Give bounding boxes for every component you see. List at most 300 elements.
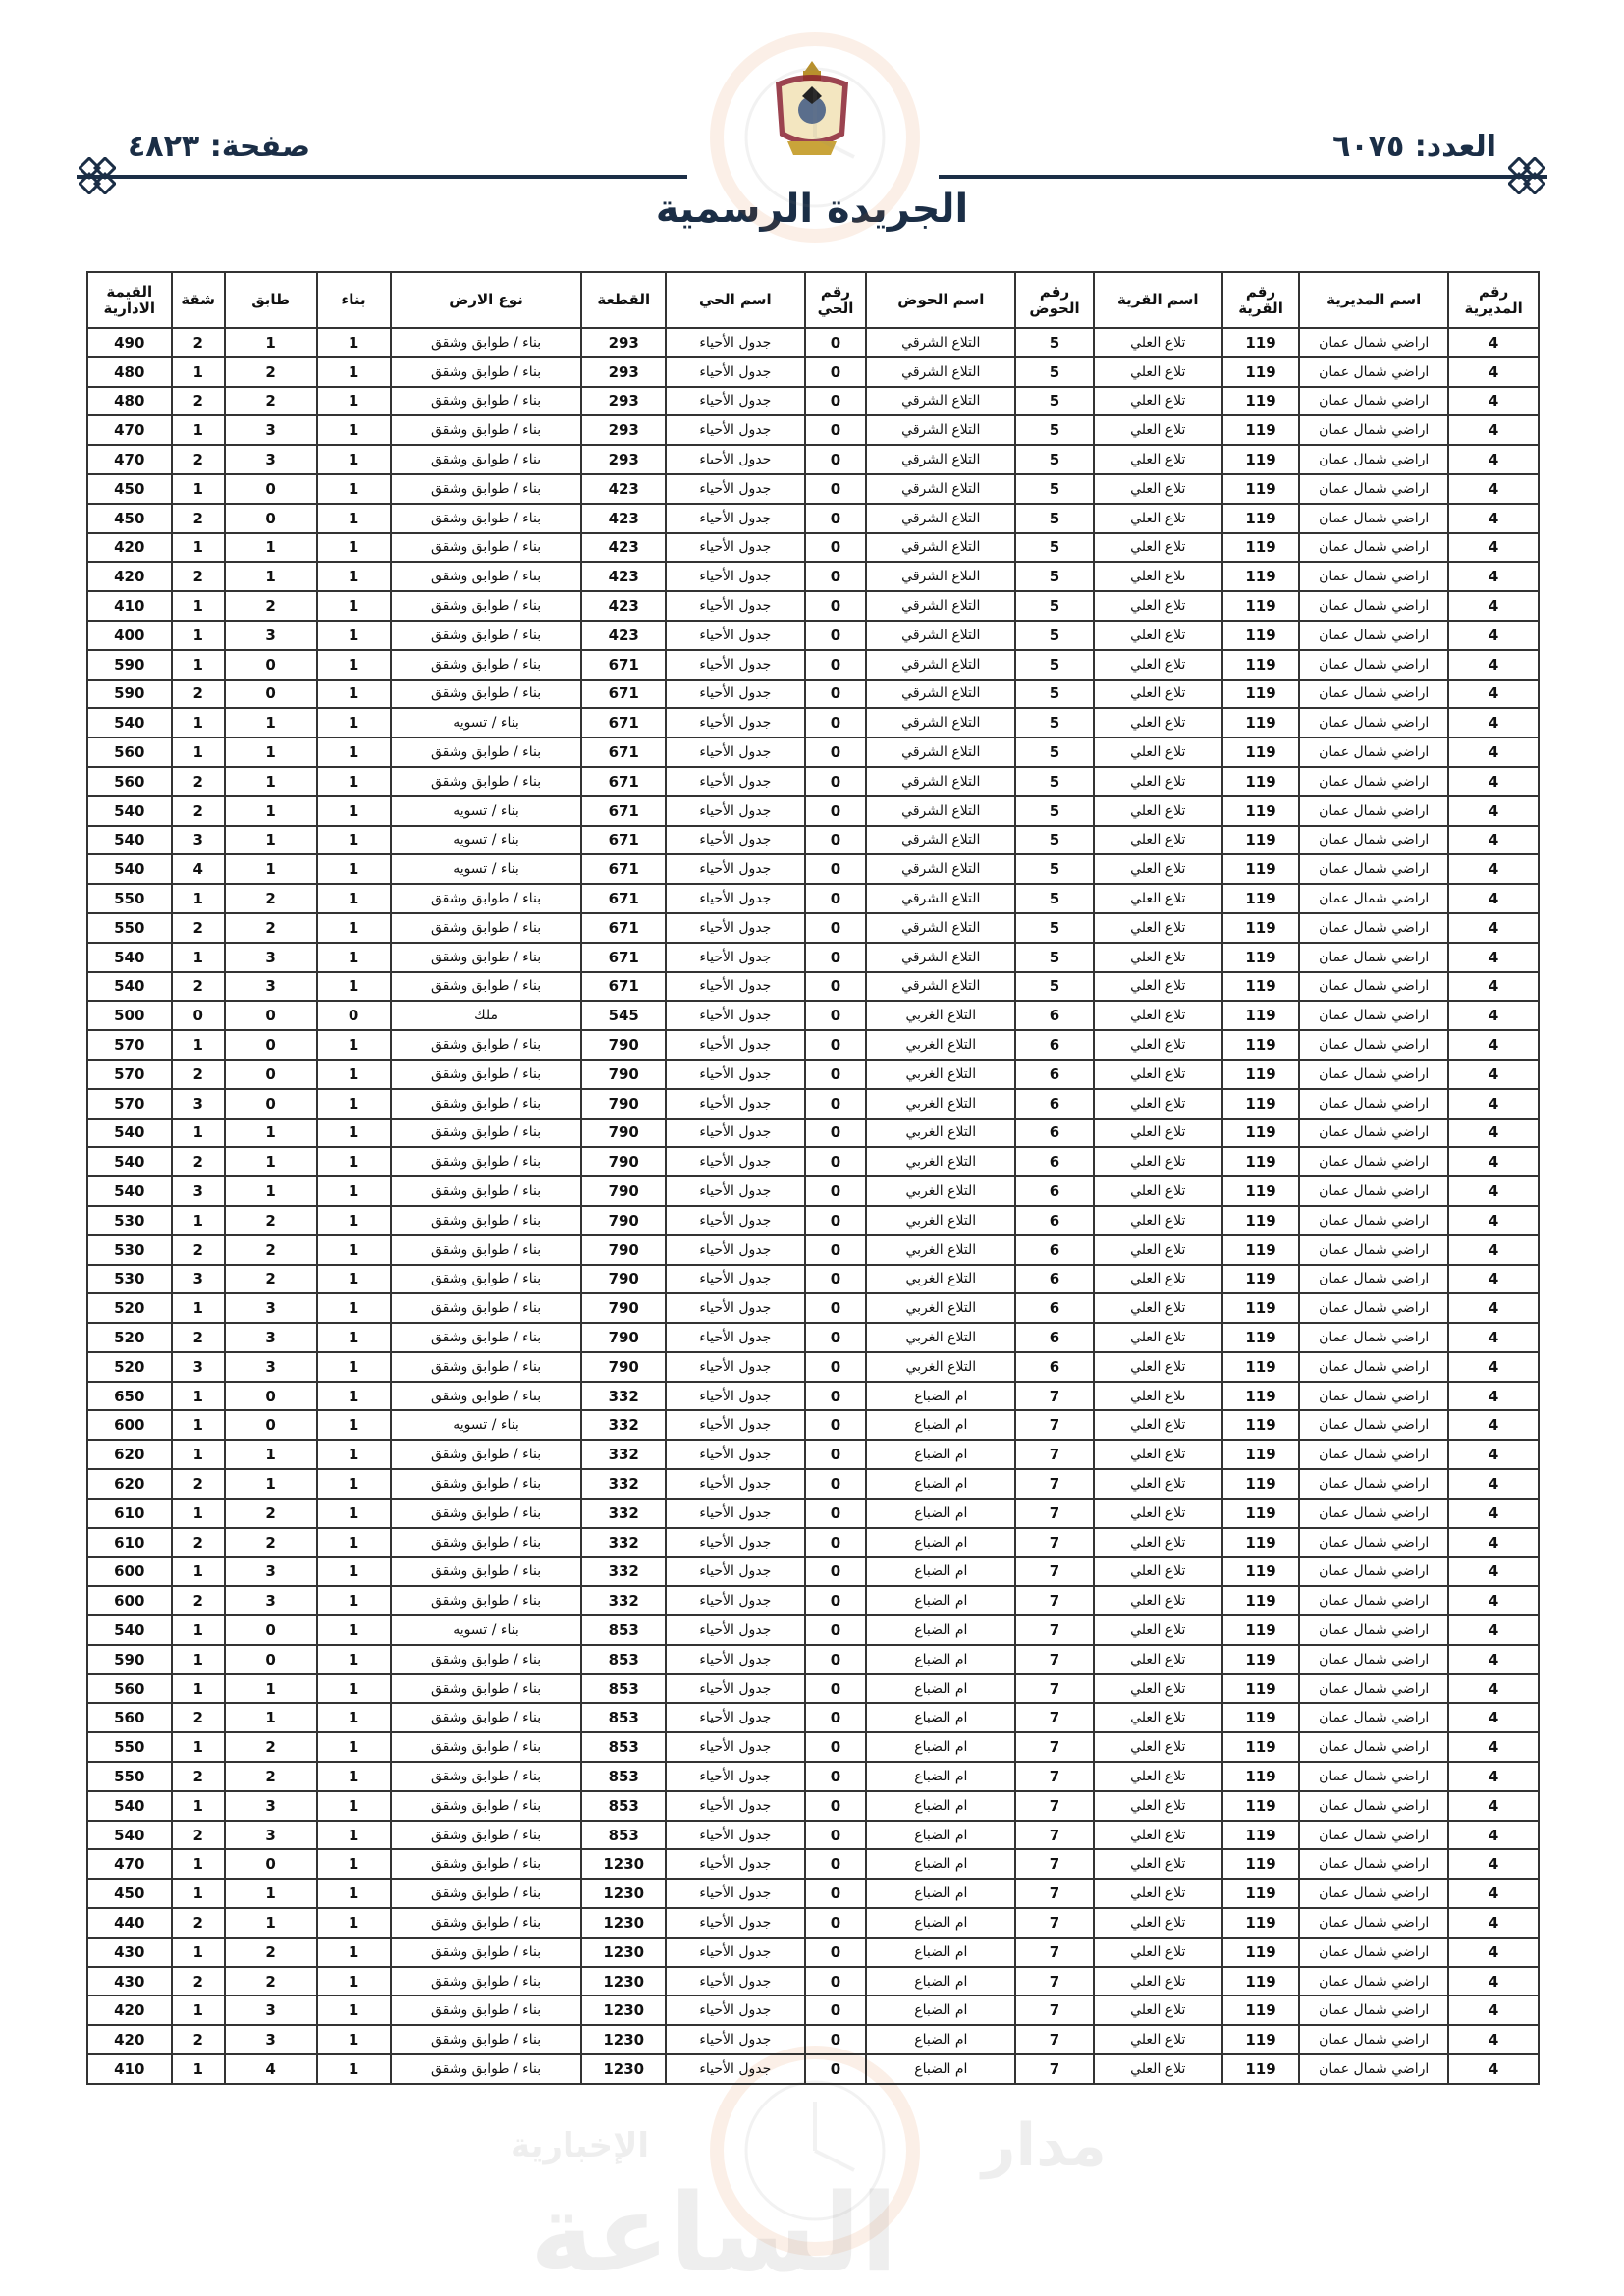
table-cell: جدول الأحياء [666, 1410, 805, 1440]
table-cell: بناء / طوابق وشقق [391, 680, 582, 709]
table-cell: اراضي شمال عمان [1299, 1499, 1448, 1528]
table-cell: 790 [581, 1265, 665, 1294]
table-cell: 1 [225, 796, 317, 826]
table-cell: 570 [87, 1030, 172, 1060]
table-cell: بناء / طوابق وشقق [391, 621, 582, 650]
table-row [87, 1499, 1539, 1528]
table-cell: 1230 [581, 1849, 665, 1879]
table-cell: 4 [1448, 504, 1539, 533]
table-cell: 2 [225, 591, 317, 621]
table-cell: 1 [317, 562, 391, 591]
table-cell: 1 [317, 913, 391, 943]
table-cell: 1 [317, 943, 391, 972]
table-cell: 1 [225, 1674, 317, 1704]
table-cell: 0 [805, 2054, 867, 2084]
table-cell: 1 [317, 415, 391, 445]
table-cell: 4 [1448, 943, 1539, 972]
table-cell: 4 [1448, 1586, 1539, 1615]
table-cell: تلاع العلي [1094, 972, 1222, 1002]
table-cell: 119 [1222, 767, 1299, 796]
table-cell: 1 [317, 1147, 391, 1176]
table-cell: 2 [225, 1206, 317, 1235]
table-cell: 4 [1448, 621, 1539, 650]
table-cell: 545 [581, 1001, 665, 1030]
table-cell: تلاع العلي [1094, 767, 1222, 796]
table-cell: 119 [1222, 650, 1299, 680]
table-cell: تلاع العلي [1094, 1586, 1222, 1615]
table-row [87, 738, 1539, 767]
table-cell: 119 [1222, 1762, 1299, 1791]
table-cell: 470 [87, 445, 172, 474]
table-row [87, 854, 1539, 884]
table-cell: اراضي شمال عمان [1299, 1703, 1448, 1732]
table-cell: 1 [317, 1615, 391, 1645]
table-cell: 1 [317, 1119, 391, 1148]
table-cell: 3 [225, 1791, 317, 1821]
table-cell: التلاع الشرقي [866, 562, 1015, 591]
table-cell: 620 [87, 1469, 172, 1499]
table-cell: 1 [317, 1528, 391, 1558]
table-cell: بناء / طوابق وشقق [391, 1849, 582, 1879]
table-cell: 671 [581, 738, 665, 767]
table-cell: 2 [172, 328, 225, 357]
table-cell: 1 [317, 1469, 391, 1499]
table-cell: 7 [1015, 1586, 1093, 1615]
table-cell: اراضي شمال عمان [1299, 1060, 1448, 1089]
table-cell: ام الضباع [866, 1557, 1015, 1586]
table-cell: 4 [172, 854, 225, 884]
table-cell: 4 [1448, 1557, 1539, 1586]
table-cell: اراضي شمال عمان [1299, 533, 1448, 563]
table-cell: جدول الأحياء [666, 1089, 805, 1119]
table-cell: 7 [1015, 1499, 1093, 1528]
table-cell: 0 [225, 1001, 317, 1030]
table-row [87, 1703, 1539, 1732]
table-cell: جدول الأحياء [666, 1060, 805, 1089]
table-cell: تلاع العلي [1094, 1908, 1222, 1938]
table-cell: التلاع الشرقي [866, 387, 1015, 416]
table-cell: 1 [172, 1732, 225, 1762]
table-cell: تلاع العلي [1094, 913, 1222, 943]
table-cell: 1 [172, 1674, 225, 1704]
table-cell: اراضي شمال عمان [1299, 1352, 1448, 1382]
table-cell: 2 [172, 1821, 225, 1850]
table-cell: تلاع العلي [1094, 1732, 1222, 1762]
table-row [87, 767, 1539, 796]
table-cell: 119 [1222, 504, 1299, 533]
table-cell: 4 [1448, 1967, 1539, 1996]
table-cell: 5 [1015, 591, 1093, 621]
table-cell: التلاع الشرقي [866, 504, 1015, 533]
table-cell: ام الضباع [866, 1528, 1015, 1558]
table-cell: 0 [805, 1001, 867, 1030]
table-cell: 0 [805, 1995, 867, 2025]
table-cell: 1 [317, 708, 391, 738]
table-cell: 1 [225, 562, 317, 591]
table-cell: 1 [317, 1206, 391, 1235]
table-cell: 119 [1222, 972, 1299, 1002]
table-cell: 0 [225, 1849, 317, 1879]
table-cell: 119 [1222, 621, 1299, 650]
table-cell: 0 [225, 1615, 317, 1645]
table-cell: 853 [581, 1791, 665, 1821]
table-cell: جدول الأحياء [666, 357, 805, 387]
table-cell: 423 [581, 504, 665, 533]
table-cell: ام الضباع [866, 1821, 1015, 1850]
table-cell: 0 [805, 826, 867, 855]
table-cell: بناء / طوابق وشقق [391, 1967, 582, 1996]
table-cell: 119 [1222, 1382, 1299, 1411]
column-header: رقم الحوض [1015, 272, 1093, 328]
table-cell: 2 [172, 504, 225, 533]
table-cell: ام الضباع [866, 1908, 1015, 1938]
table-cell: جدول الأحياء [666, 1615, 805, 1645]
table-cell: 119 [1222, 1995, 1299, 2025]
table-cell: جدول الأحياء [666, 1674, 805, 1704]
table-cell: ام الضباع [866, 1762, 1015, 1791]
table-cell: 790 [581, 1206, 665, 1235]
table-cell: 6 [1015, 1352, 1093, 1382]
table-cell: 1 [225, 767, 317, 796]
table-cell: 0 [317, 1001, 391, 1030]
table-cell: 4 [1448, 1995, 1539, 2025]
table-cell: 5 [1015, 474, 1093, 504]
table-row [87, 972, 1539, 1002]
table-cell: 5 [1015, 504, 1093, 533]
table-cell: 1 [172, 1410, 225, 1440]
table-row [87, 1849, 1539, 1879]
table-cell: تلاع العلي [1094, 1645, 1222, 1674]
table-cell: 671 [581, 767, 665, 796]
table-cell: بناء / طوابق وشقق [391, 1995, 582, 2025]
table-cell: 119 [1222, 1293, 1299, 1323]
table-cell: 7 [1015, 1615, 1093, 1645]
column-header: القطعة [581, 272, 665, 328]
table-cell: 0 [805, 357, 867, 387]
table-cell: ام الضباع [866, 1879, 1015, 1908]
table-cell: 4 [1448, 591, 1539, 621]
table-cell: 671 [581, 884, 665, 913]
table-cell: 1 [172, 1995, 225, 2025]
table-cell: 853 [581, 1703, 665, 1732]
table-cell: 480 [87, 387, 172, 416]
table-cell: 119 [1222, 1265, 1299, 1294]
table-cell: 1 [317, 1499, 391, 1528]
table-cell: ملك [391, 1001, 582, 1030]
table-header-row [87, 272, 1539, 328]
table-cell: 1 [172, 884, 225, 913]
table-cell: جدول الأحياء [666, 1645, 805, 1674]
table-cell: 1 [172, 357, 225, 387]
table-cell: 530 [87, 1265, 172, 1294]
table-cell: ام الضباع [866, 2025, 1015, 2054]
table-cell: 0 [805, 1089, 867, 1119]
table-cell: 0 [225, 1060, 317, 1089]
table-cell: اراضي شمال عمان [1299, 1323, 1448, 1352]
table-cell: اراضي شمال عمان [1299, 1938, 1448, 1967]
table-cell: تلاع العلي [1094, 680, 1222, 709]
table-cell: اراضي شمال عمان [1299, 591, 1448, 621]
table-cell: التلاع الغربي [866, 1323, 1015, 1352]
table-cell: 1 [317, 474, 391, 504]
table-cell: جدول الأحياء [666, 1382, 805, 1411]
table-cell: اراضي شمال عمان [1299, 1147, 1448, 1176]
table-cell: ام الضباع [866, 1849, 1015, 1879]
table-cell: 1 [317, 1089, 391, 1119]
table-cell: 1230 [581, 2054, 665, 2084]
table-cell: 7 [1015, 1849, 1093, 1879]
table-cell: 540 [87, 943, 172, 972]
table-cell: تلاع العلي [1094, 504, 1222, 533]
table-cell: 1 [317, 621, 391, 650]
table-cell: تلاع العلي [1094, 1528, 1222, 1558]
table-cell: 7 [1015, 1645, 1093, 1674]
table-cell: 0 [805, 328, 867, 357]
table-cell: 293 [581, 357, 665, 387]
table-cell: 1 [317, 1557, 391, 1586]
table-cell: 0 [805, 1528, 867, 1558]
table-cell: 3 [225, 972, 317, 1002]
table-cell: 4 [1448, 1060, 1539, 1089]
table-cell: 119 [1222, 387, 1299, 416]
table-cell: 119 [1222, 1001, 1299, 1030]
table-cell: 790 [581, 1235, 665, 1265]
table-cell: بناء / طوابق وشقق [391, 972, 582, 1002]
table-cell: ام الضباع [866, 2054, 1015, 2084]
table-cell: ام الضباع [866, 1703, 1015, 1732]
table-cell: 2 [225, 1265, 317, 1294]
table-cell: 119 [1222, 1821, 1299, 1850]
table-cell: ام الضباع [866, 1382, 1015, 1411]
table-cell: 7 [1015, 1791, 1093, 1821]
table-cell: 4 [1448, 1206, 1539, 1235]
table-cell: 0 [805, 1119, 867, 1148]
table-cell: التلاع الشرقي [866, 591, 1015, 621]
table-cell: 119 [1222, 2025, 1299, 2054]
table-cell: 0 [805, 1674, 867, 1704]
table-cell: تلاع العلي [1094, 1410, 1222, 1440]
table-row [87, 1001, 1539, 1030]
table-cell: 4 [1448, 826, 1539, 855]
table-row [87, 1645, 1539, 1674]
table-row [87, 2025, 1539, 2054]
table-cell: جدول الأحياء [666, 1469, 805, 1499]
table-cell: 7 [1015, 1879, 1093, 1908]
table-row [87, 1908, 1539, 1938]
table-cell: 3 [172, 1265, 225, 1294]
table-cell: 1 [317, 1967, 391, 1996]
table-cell: جدول الأحياء [666, 1849, 805, 1879]
table-cell: تلاع العلي [1094, 1323, 1222, 1352]
table-cell: 119 [1222, 1703, 1299, 1732]
table-cell: 0 [805, 2025, 867, 2054]
table-cell: بناء / طوابق وشقق [391, 1938, 582, 1967]
table-cell: 790 [581, 1147, 665, 1176]
table-cell: اراضي شمال عمان [1299, 1265, 1448, 1294]
table-cell: 5 [1015, 826, 1093, 855]
table-cell: 450 [87, 474, 172, 504]
table-cell: 5 [1015, 884, 1093, 913]
table-cell: جدول الأحياء [666, 474, 805, 504]
table-row [87, 2054, 1539, 2084]
table-cell: 6 [1015, 1293, 1093, 1323]
table-cell: 5 [1015, 562, 1093, 591]
table-cell: 600 [87, 1586, 172, 1615]
table-cell: تلاع العلي [1094, 796, 1222, 826]
table-cell: 1 [172, 1119, 225, 1148]
table-cell: ام الضباع [866, 1499, 1015, 1528]
table-cell: جدول الأحياء [666, 387, 805, 416]
table-cell: التلاع الشرقي [866, 328, 1015, 357]
table-cell: التلاع الشرقي [866, 796, 1015, 826]
table-cell: 600 [87, 1410, 172, 1440]
table-cell: 0 [225, 680, 317, 709]
table-cell: 2 [225, 884, 317, 913]
table-cell: بناء / طوابق وشقق [391, 1235, 582, 1265]
table-cell: 853 [581, 1615, 665, 1645]
table-cell: تلاع العلي [1094, 650, 1222, 680]
table-cell: 0 [225, 504, 317, 533]
table-cell: 6 [1015, 1119, 1093, 1148]
table-cell: 1 [172, 1382, 225, 1411]
table-cell: 119 [1222, 474, 1299, 504]
table-row [87, 1235, 1539, 1265]
table-cell: 5 [1015, 708, 1093, 738]
table-cell: جدول الأحياء [666, 1030, 805, 1060]
column-header: رقم الحي [805, 272, 867, 328]
table-cell: 0 [805, 1762, 867, 1791]
table-cell: 2 [172, 1060, 225, 1089]
valuation-table-container [86, 271, 1540, 2085]
table-cell: 540 [87, 1119, 172, 1148]
table-cell: 0 [805, 591, 867, 621]
table-cell: 0 [805, 1879, 867, 1908]
table-cell: 1230 [581, 1995, 665, 2025]
table-row [87, 1528, 1539, 1558]
table-cell: 4 [1448, 533, 1539, 563]
table-cell: 550 [87, 1762, 172, 1791]
table-row [87, 708, 1539, 738]
table-cell: 119 [1222, 328, 1299, 357]
table-cell: اراضي شمال عمان [1299, 738, 1448, 767]
table-cell: 520 [87, 1323, 172, 1352]
table-cell: اراضي شمال عمان [1299, 504, 1448, 533]
table-cell: 1 [172, 533, 225, 563]
table-cell: 1 [172, 591, 225, 621]
table-cell: 119 [1222, 913, 1299, 943]
table-cell: 1 [317, 328, 391, 357]
table-cell: 480 [87, 357, 172, 387]
table-cell: تلاع العلي [1094, 621, 1222, 650]
table-cell: تلاع العلي [1094, 1791, 1222, 1821]
table-cell: جدول الأحياء [666, 621, 805, 650]
table-cell: 119 [1222, 854, 1299, 884]
table-cell: 540 [87, 826, 172, 855]
table-cell: 0 [805, 1791, 867, 1821]
table-cell: 671 [581, 826, 665, 855]
table-row [87, 504, 1539, 533]
table-cell: 2 [172, 972, 225, 1002]
table-cell: 790 [581, 1030, 665, 1060]
table-cell: 5 [1015, 445, 1093, 474]
table-cell: 610 [87, 1499, 172, 1528]
table-cell: تلاع العلي [1094, 1469, 1222, 1499]
table-cell: 0 [805, 474, 867, 504]
table-cell: تلاع العلي [1094, 533, 1222, 563]
table-cell: 119 [1222, 1410, 1299, 1440]
table-cell: اراضي شمال عمان [1299, 854, 1448, 884]
table-cell: 2 [172, 796, 225, 826]
table-cell: 671 [581, 913, 665, 943]
table-cell: 7 [1015, 1995, 1093, 2025]
table-cell: اراضي شمال عمان [1299, 2054, 1448, 2084]
table-cell: تلاع العلي [1094, 826, 1222, 855]
table-cell: 4 [1448, 1762, 1539, 1791]
table-cell: 2 [172, 1908, 225, 1938]
table-cell: 0 [805, 533, 867, 563]
table-cell: 1 [172, 1938, 225, 1967]
table-cell: 2 [172, 1967, 225, 1996]
table-cell: 1 [317, 1060, 391, 1089]
table-cell: جدول الأحياء [666, 1879, 805, 1908]
table-cell: 853 [581, 1645, 665, 1674]
table-cell: 0 [172, 1001, 225, 1030]
table-cell: 1 [225, 1703, 317, 1732]
table-cell: 119 [1222, 2054, 1299, 2084]
table-cell: 4 [1448, 357, 1539, 387]
table-cell: التلاع الغربي [866, 1147, 1015, 1176]
table-cell: التلاع الشرقي [866, 884, 1015, 913]
table-cell: اراضي شمال عمان [1299, 474, 1448, 504]
table-cell: اراضي شمال عمان [1299, 1849, 1448, 1879]
table-cell: 0 [225, 1410, 317, 1440]
table-cell: التلاع الشرقي [866, 357, 1015, 387]
header-rule-right [939, 175, 1547, 179]
table-cell: بناء / طوابق وشقق [391, 1119, 582, 1148]
table-cell: 0 [805, 445, 867, 474]
table-cell: 119 [1222, 1908, 1299, 1938]
table-cell: 4 [1448, 1119, 1539, 1148]
table-cell: ام الضباع [866, 1586, 1015, 1615]
table-cell: 119 [1222, 1967, 1299, 1996]
table-row [87, 1967, 1539, 1996]
table-cell: اراضي شمال عمان [1299, 1586, 1448, 1615]
table-cell: 119 [1222, 415, 1299, 445]
table-cell: 3 [172, 1352, 225, 1382]
table-cell: 540 [87, 972, 172, 1002]
table-row [87, 1615, 1539, 1645]
table-cell: 0 [805, 621, 867, 650]
table-cell: 0 [805, 913, 867, 943]
table-cell: تلاع العلي [1094, 1030, 1222, 1060]
table-cell: اراضي شمال عمان [1299, 357, 1448, 387]
table-cell: 6 [1015, 1176, 1093, 1206]
table-cell: 1 [172, 943, 225, 972]
table-cell: اراضي شمال عمان [1299, 1615, 1448, 1645]
table-cell: 0 [225, 1089, 317, 1119]
table-cell: 790 [581, 1089, 665, 1119]
table-cell: 332 [581, 1410, 665, 1440]
table-cell: اراضي شمال عمان [1299, 621, 1448, 650]
table-cell: 332 [581, 1557, 665, 1586]
table-cell: 540 [87, 1821, 172, 1850]
table-cell: تلاع العلي [1094, 884, 1222, 913]
table-cell: 0 [805, 650, 867, 680]
table-cell: 7 [1015, 2025, 1093, 2054]
table-cell: جدول الأحياء [666, 1557, 805, 1586]
table-row [87, 328, 1539, 357]
table-cell: 4 [1448, 1791, 1539, 1821]
